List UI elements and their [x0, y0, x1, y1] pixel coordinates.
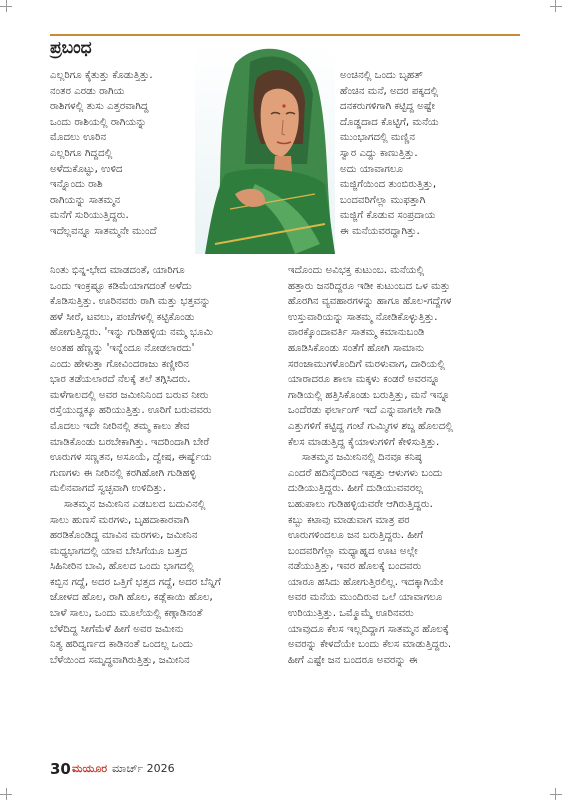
text-line: ಈ ಮನೆಯವರದ್ದಾಗಿತ್ತು. — [340, 225, 420, 237]
section-rule — [50, 34, 520, 36]
issue-date: ಮಾರ್ಚ್ 2026 — [112, 762, 175, 775]
text-line: ರಸ್ತೆಯುದ್ದಕ್ಕೂ ಹರಿಯುತ್ತಿತ್ತು. ಊರಿಗೆ ಬರುವವರು — [50, 405, 212, 417]
crop-mark — [550, 6, 562, 7]
text-line: ಯಾರೂ ಹಸಿದು ಹೋಗುತ್ತಿರಲಿಲ್ಲ. ಇದಕ್ಕಾಗಿಯೇ — [288, 576, 444, 588]
text-line: ನಿಂತು ಭಿನ್ನ-ಭೇದ ಮಾಡದಂತೆ, ಯಾರಿಗೂ — [50, 265, 185, 276]
text-line: ದೊಡ್ಡದಾದ ಕೊಟ್ಟಿಗೆ, ಮನೆಯ — [340, 116, 439, 128]
crop-mark — [0, 794, 12, 795]
text-line: ಸಾತಮ್ಮನ ಜಮೀನಿನ ಎಡಬಲದ ಬದುವಿನಲ್ಲಿ — [64, 498, 206, 510]
text-line: ಮುಂಭಾಗದಲ್ಲಿ ಮಣ್ಣಿನ — [340, 132, 416, 144]
text-line: ಸ್ವಾರ ಎದ್ದು ಕಾಣುತ್ತಿತ್ತು. — [340, 147, 418, 159]
text-line: ಮಜ್ಜಿಗೆ ಕೊಡುವ ಸಂಪ್ರದಾಯ — [340, 210, 436, 222]
text-line: ಅಂಚಿನಲ್ಲಿ ಒಂದು ಬೃಹತ್ — [340, 70, 423, 81]
text-line: ಅವರನ್ನು ಕೇಳದೆಯೇ ಬಂದು ಕೆಲಸ ಮಾಡುತ್ತಿದ್ದರು. — [288, 639, 452, 651]
text-line: ಬಾಳೆ ಸಾಲು, ಒಂದು ಮೂಲೆಯಲ್ಲಿ ಕಣ್ಗಾಡಿನಂತೆ — [50, 608, 203, 620]
text-line: ನಿತ್ಯ ಹರಿದ್ವರ್ಣದ ಕಾಡಿನಂತೆ ಒಂದಲ್ಲ ಒಂದು — [50, 639, 193, 651]
text-line: ಊರುಗಳಿಂದಲೂ ಜನ ಬರುತ್ತಿದ್ದರು. ಹೀಗೆ — [288, 530, 424, 542]
text-line: ಕಬ್ಬು ಕಟಾವು ಮಾಡುವಾಗ ಮಾತ್ರ ಪರ — [288, 514, 410, 526]
text-line: ಅಳೆದುಕೊಟ್ಟು, ಉಳಿದ — [50, 163, 123, 175]
illustration-woman — [195, 44, 335, 254]
text-line: ಗುಣಗಳು ಈ ನೀರಿನಲ್ಲಿ ಕರಗಿಹೋಗಿ ಗುಡಿಹಳ್ಳಿ — [50, 467, 196, 479]
text-line: ಇದೆಲ್ಲವನ್ನೂ ಸಾತಮ್ಮನೇ ಮುಂದೆ — [50, 225, 157, 237]
text-line: ನಂತರ ಎರಡು ರಾಗಿಯ — [50, 85, 125, 97]
text-line: ಮೊದಲು ಊರಿನ — [50, 132, 107, 144]
text-line: ಮೊದಲು ಇದೇ ನೀರಿನಲ್ಲಿ ತಮ್ಮ ಕಾಲು ತೇವ — [50, 420, 190, 432]
text-line: ಕಬ್ಬಿನ ಗದ್ದೆ, ಅದರ ಒತ್ತಿಗೆ ಭತ್ತದ ಗದ್ದೆ, ಅದರ ಬೆನ್ನಿಗೆ — [50, 576, 221, 588]
text-line: ಎತ್ತುಗಳಿಗೆ ಕಟ್ಟಿದ್ದ ಗಂಟೆ ಗುಮ್ಮಿಗಳ ಶಬ್ದ ಹೊಲದಲ್ಲಿ — [288, 420, 453, 432]
text-line: ಗಾಡಿಯಲ್ಲಿ ಹತ್ತಿಸಿಕೊಂಡು ಬರುತ್ತಿತ್ತು, ಮನೆ ಇನ್ನೂ — [288, 389, 451, 401]
text-line: ಮಾಡಿಕೊಂಡು ಬರಬೇಕಾಗಿತ್ತು. ಇದರಿಂದಾಗಿ ಬೇರೆ — [50, 436, 210, 448]
text-line: ಬಂದವರಿಗೆಲ್ಲಾ ಮುಫತ್ತಾಗಿ — [340, 194, 426, 206]
text-line: ಭಾರ ತಡೆಯಲಾರದೆ ನೆಲಕ್ಕೆ ತಲೆ ತಗ್ಗಿಸಿದರು. — [50, 374, 191, 386]
text-line: ಹಳೆ ಸೀರೆ, ಟವಲು, ಪಂಚೆಗಳಲ್ಲಿ ಕಟ್ಟಿಕೊಂಡು — [50, 311, 195, 323]
text-line: ಮಲಿನವಾಗದೆ ಸ್ವಚ್ಛವಾಗಿ ಉಳಿದಿತ್ತು. — [50, 483, 166, 495]
text-line: ಬೆಳೆದಿದ್ದ ಸೀಗೆಮೆಳೆ ಹೀಗೆ ಅವರ ಜಮೀನು — [50, 623, 184, 635]
magazine-logo: ಮಯೂರ — [72, 762, 108, 775]
text-line: ಹೆಂಚಿನ ಮನೆ, ಅದರ ಪಕ್ಕದಲ್ಲಿ — [340, 85, 439, 97]
text-line: ಜೋಳದ ಹೊಲ, ರಾಗಿ ಹೊಲ, ಕಡ್ಲೆಕಾಯಿ ಹೊಲ, — [50, 592, 213, 604]
text-line: ಯಾವುದೂ ಕೆಲಸ ಇಲ್ಲದಿದ್ದಾಗ ಸಾತಮ್ಮನ ಹೊಲಕ್ಕೆ — [288, 623, 449, 635]
column-right — [288, 263, 514, 668]
text-line: ಊರುಗಳ ಸಣ್ಣತನ, ಅಸೂಯೆ, ದ್ವೇಷ, ಈರ್ಷ್ಯೆಯ — [50, 452, 212, 464]
text-line: ದನಕರುಗಳಿಗಾಗಿ ಕಟ್ಟಿದ್ದ ಅಷ್ಟೇ — [340, 101, 435, 113]
text-line: ಸಾಲು ಹುಣಸೆ ಮರಗಳು, ಬೃಹದಾಕಾರವಾಗಿ — [50, 514, 190, 526]
text-line: ಎಲ್ಲರಿಗೂ ಕೈತುತ್ತು ಕೊಡುತ್ತಿತ್ತು. — [50, 70, 153, 81]
text-line: ರಾಶಿಗಳಲ್ಲಿ ತುಸು ಎತ್ತರವಾಗಿದ್ದ — [50, 101, 149, 113]
text-line: ಹೋಗುತ್ತಿದ್ದರು. 'ಇನ್ನು ಗುಡಿಹಳ್ಳಿಯ ನಮ್ಮ ಭೂಮಿ — [50, 327, 214, 339]
text-line: ಸಿಹಿನೀರಿನ ಬಾವಿ, ಹೊಲದ ಒಂದು ಭಾಗದಲ್ಲಿ — [50, 561, 195, 573]
text-line: ಹೀಗೆ ಎಷ್ಟೇ ಜನ ಬಂದರೂ ಅವರನ್ನು ಈ — [288, 654, 418, 666]
text-line: ಹೂಡಿಸಿಕೊಂಡು ಸಂತೆಗೆ ಹೋಗಿ ಸಾಮಾನು — [288, 342, 425, 354]
crop-mark — [550, 794, 562, 795]
text-line: ಎಂದರೆ ಹದಿನೈದರಿಂದ ಇಪ್ಪತ್ತು ಆಳುಗಳು ಬಂದು — [288, 467, 443, 479]
text-line: ಮನೆಗೆ ಸುರಿಯುತ್ತಿದ್ದರು. — [50, 210, 129, 222]
text-line: ನಡೆಯುತ್ತಿತ್ತು, ಇವರ ಹೊಲಕ್ಕೆ ಬಂದವರು — [288, 561, 422, 573]
text-line: ಇನ್ನೊಂದು ರಾಶಿ — [50, 179, 103, 191]
text-line: ಮಳೆಗಾಲದಲ್ಲಿ ಅವರ ಜಮೀನಿನಿಂದ ಬರುವ ನೀರು — [50, 389, 209, 401]
text-line: ಮಜ್ಜಿಗೆಯಿಂದ ತುಂಬಿರುತ್ತಿತ್ತು, — [340, 179, 437, 191]
text-line: ಕೆಲಸ ಮಾಡುತ್ತಿದ್ದ ಕೈಯಾಳುಗಳಿಗೆ ಕೇಳಿಸುತ್ತಿತ್ತು. — [288, 436, 440, 448]
page-number: 30 — [50, 760, 71, 778]
text-line: ಉರಿಯುತ್ತಿತ್ತು. ಒಮ್ಮೊಮ್ಮೆ ಊರಿನವರು — [288, 608, 414, 620]
text-line: ಬಹುಪಾಲು ಗುಡಿಹಳ್ಳಿಯವರೇ ಆಗಿರುತ್ತಿದ್ದರು. — [288, 498, 433, 510]
text-line: ಮಧ್ಯಭಾಗದಲ್ಲಿ ಯಾವ ಬೇಸಿಗೆಯೂ ಬತ್ತದ — [50, 545, 188, 557]
text-line: ಕೊಡಿಸುತ್ತಿತ್ತು. ಊರಿನವರು ರಾಗಿ ಮತ್ತು ಭತ್ತವನ್ನು — [50, 296, 211, 308]
text-line: ಹತ್ತಾರು ಜನರಿದ್ದರೂ ಇಡೀ ಕುಟುಂಬದ ಒಳ ಮತ್ತು — [288, 280, 451, 292]
text-line: ಸರಂಜಾಮುಗಳೊಂದಿಗೆ ಮರಳುವಾಗ, ದಾರಿಯಲ್ಲಿ — [288, 358, 446, 370]
section-title: ಪ್ರಬಂಧ — [50, 38, 92, 58]
text-line: ಉಸ್ತುವಾರಿಯನ್ನು ಸಾತಮ್ಮ ನೋಡಿಕೊಳ್ಳುತ್ತಿತ್ತು. — [288, 311, 438, 323]
text-line: ಒಂದು ಇಂಕ್ರಷ್ಟೂ ಕಡಿಮೆಯಾಗದಂತೆ ಅಳೆದು — [50, 280, 192, 292]
column-left — [50, 263, 275, 668]
text-line: ದುಡಿಯುತ್ತಿದ್ದರು. ಹೀಗೆ ದುಡಿಯುವವರಲ್ಲ — [288, 483, 424, 495]
text-line: ರಾಗಿಯನ್ನು ಸಾತಮ್ಮನ — [50, 194, 121, 206]
text-line: ಸಾತಮ್ಮನ ಜಮೀನಿನಲ್ಲಿ ದಿನವೂ ಕನಿಷ್ಠ — [302, 452, 422, 464]
column-right-top — [340, 68, 510, 240]
crop-mark — [0, 6, 12, 7]
text-line: ಒಂದೆರಡು ಫರ್ಲಾಂಗ್ ಇದೆ ಎನ್ನುವಾಗಲೇ ಗಾಡಿ — [288, 405, 442, 417]
text-line: ಬಂದವರಿಗೆಲ್ಲಾ ಮಧ್ಯಾಹ್ನದ ಊಟ ಅಲ್ಲೇ — [288, 545, 418, 557]
text-line: ಒಂದು ರಾಶಿಯಲ್ಲಿ ರಾಗಿಯನ್ನು — [50, 116, 147, 128]
text-line: ಎಂದು ಹೇಳುತ್ತಾ ಗೋವಿಂದರಾಜು ಕಣ್ಣೀರಿನ — [50, 358, 189, 370]
column-left-top — [50, 68, 190, 240]
text-line: ಅಂತಹ ಹೆಣ್ಣನ್ನು 'ಇನ್ನೆಂದೂ ನೋಡಲಾರದು' — [50, 342, 195, 354]
text-line: ಬೆಳೆಯಿಂದ ಸಮೃದ್ಧವಾಗಿರುತ್ತಿತ್ತು, ಜಮೀನಿನ — [50, 654, 190, 666]
text-line: ಅವರ ಮನೆಯ ಮುಂದಿರುವ ಒಲೆ ಯಾವಾಗಲೂ — [288, 592, 443, 604]
text-line: ಹೊರಗಿನ ವ್ಯವಹಾರಗಳನ್ನು ಹಾಗೂ ಹೊಲ-ಗದ್ದೆಗಳ — [288, 296, 452, 308]
text-line: ಯಾರಾದರೂ ಶಾಲಾ ಮಕ್ಕಳು ಕಂಡರೆ ಅವರನ್ನೂ — [288, 374, 440, 386]
text-line: ಹರಡಿಕೊಂಡಿದ್ದ ಮಾವಿನ ಮರಗಳು, ಜಮೀನಿನ — [50, 530, 198, 542]
text-line: ಎಲ್ಲರಿಗೂ ಗಿದ್ದದಲ್ಲಿ — [50, 147, 113, 159]
text-line: ವಾರಕ್ಕೊಂದಾವರ್ತಿ ಸಾತಮ್ಮ ಕಮಾನುಬಂಡಿ — [288, 327, 425, 339]
text-line: ಅದು ಯಾವಾಗಲೂ — [340, 163, 404, 175]
text-line: ಇದೊಂದು ಅವಿಭಕ್ತ ಕುಟುಂಬ. ಮನೆಯಲ್ಲಿ — [288, 265, 425, 276]
